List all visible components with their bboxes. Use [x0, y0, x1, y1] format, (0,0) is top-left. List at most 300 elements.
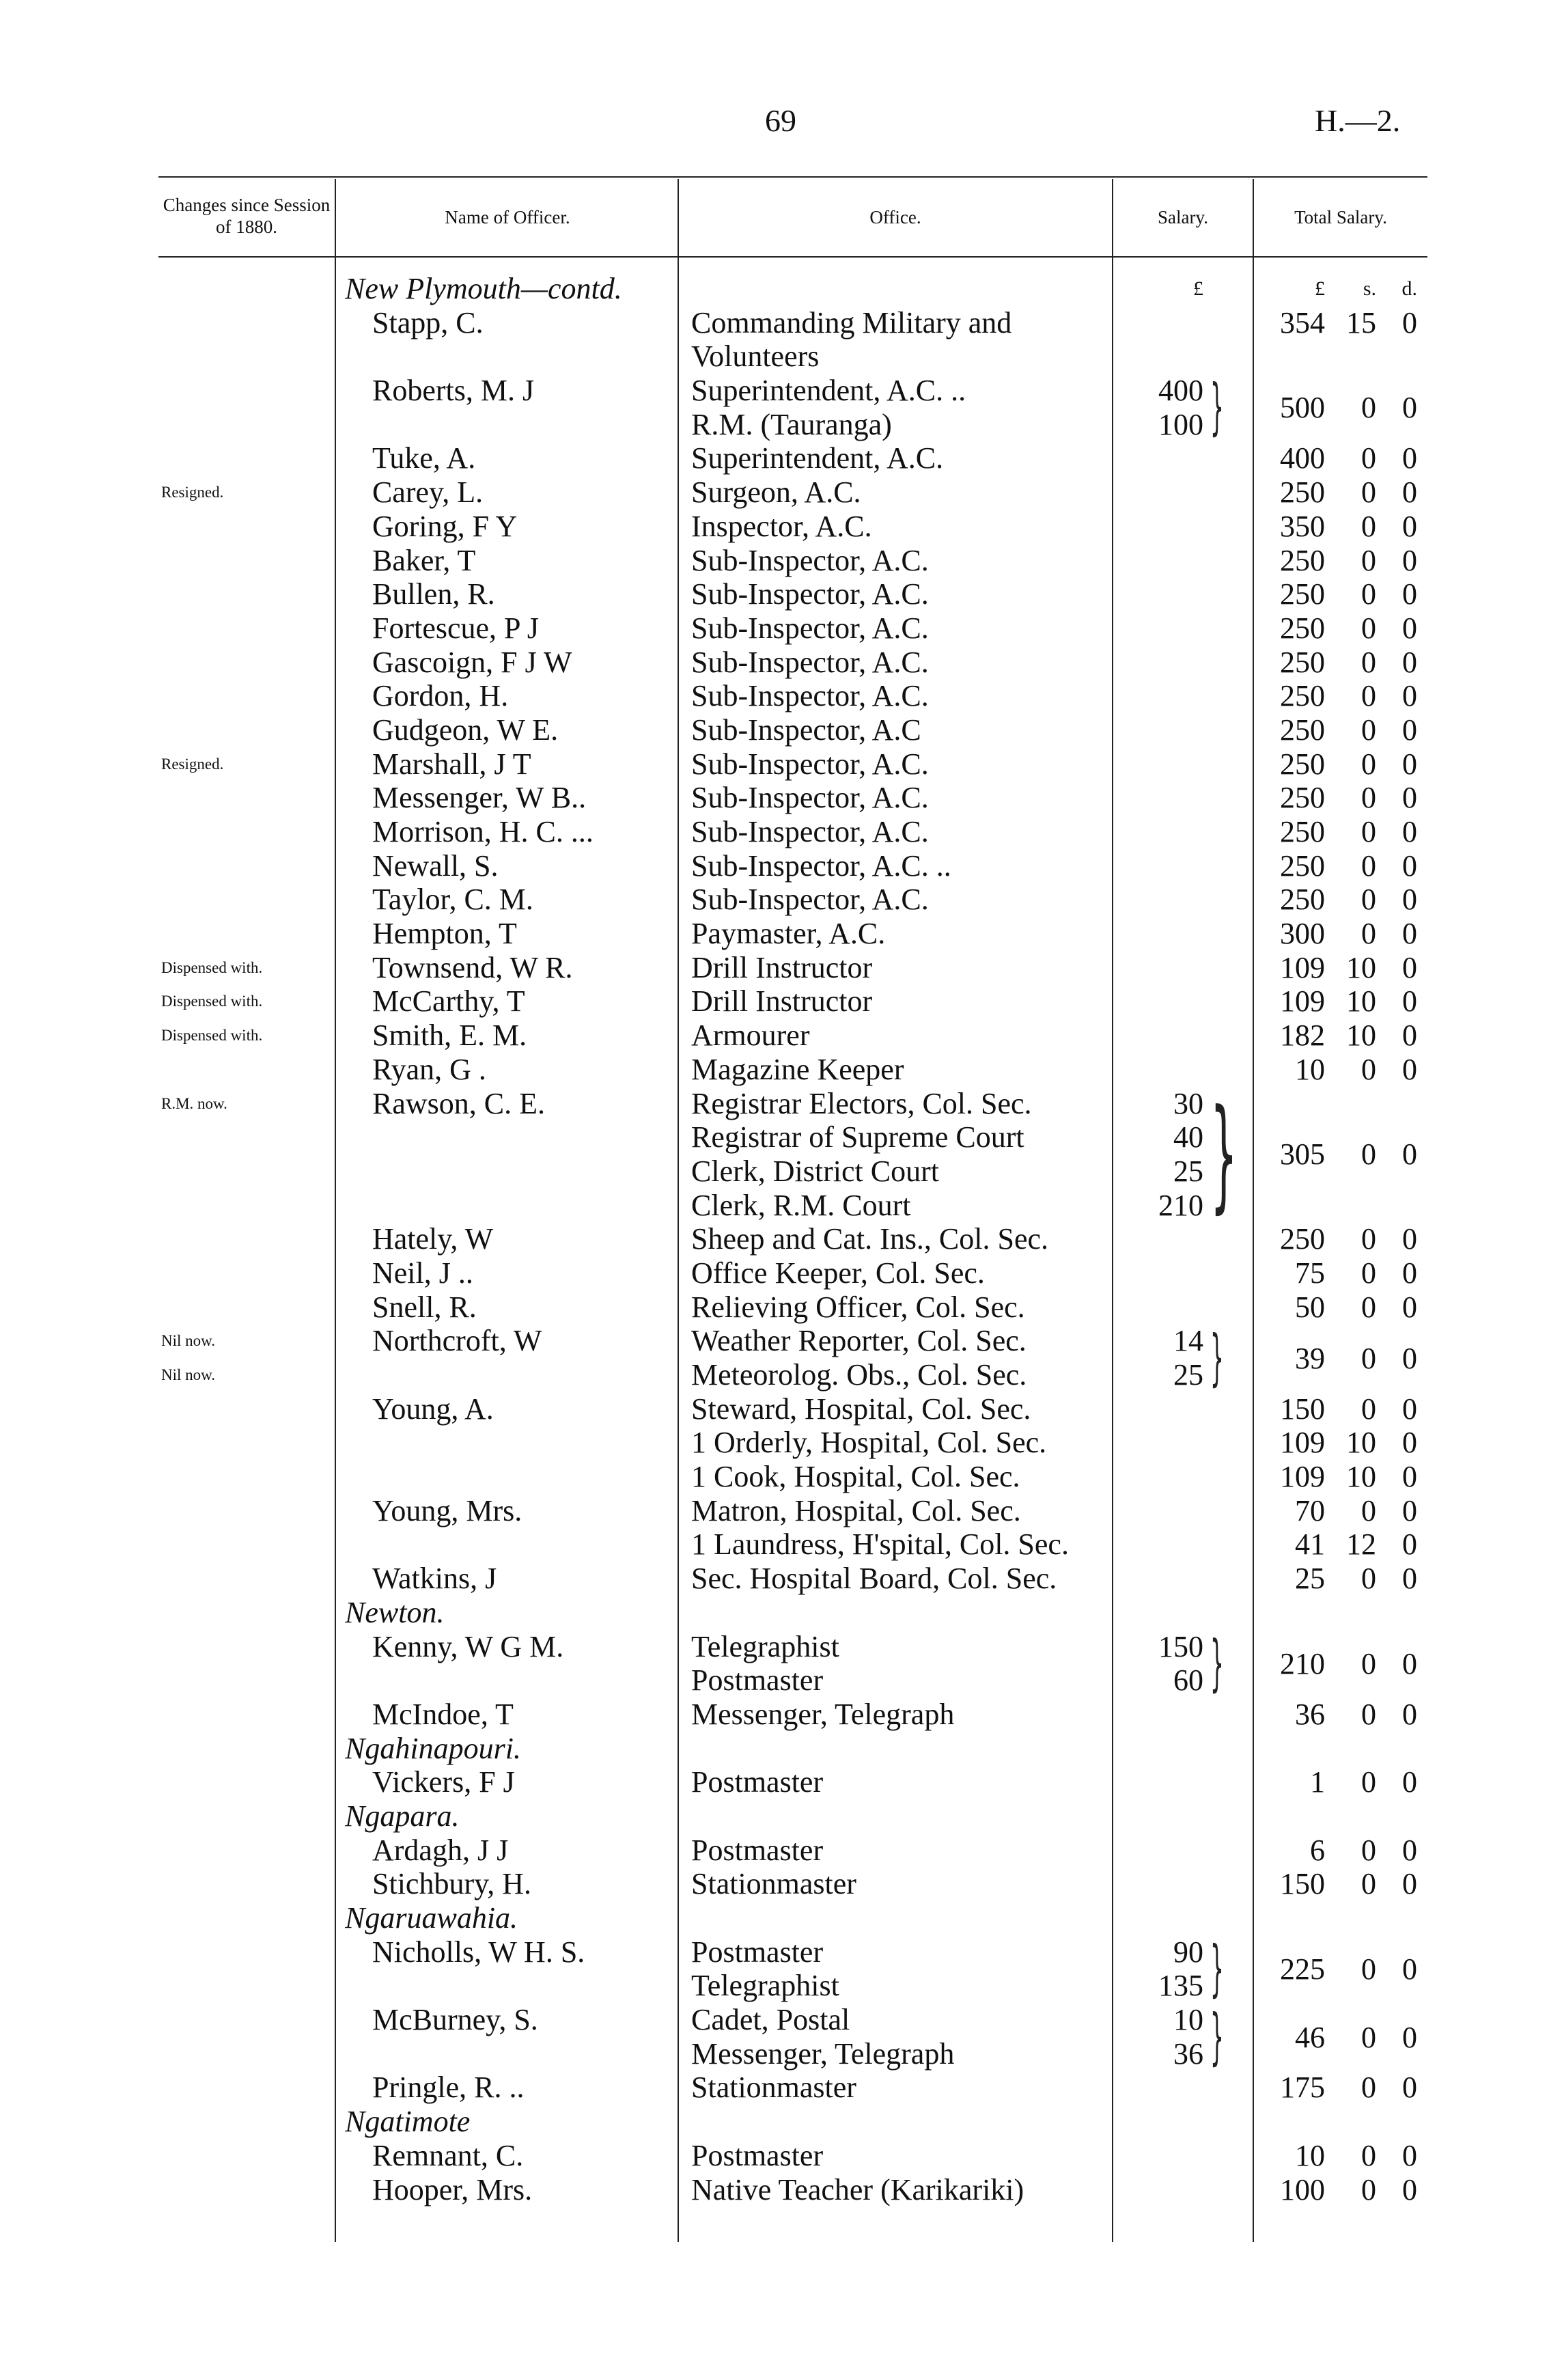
total-pounds: 109: [1280, 984, 1325, 1019]
total-pounds: 109: [1280, 1426, 1325, 1460]
grouped-total: [0, 374, 1549, 441]
total-pence: 0: [1402, 1493, 1417, 1527]
total-shillings: 10: [1346, 984, 1376, 1019]
total-pence: 0: [1402, 1765, 1417, 1799]
office-cell: Sub-Inspector, A.C.: [691, 679, 929, 713]
table-row: [0, 1562, 1549, 1596]
office-cell: Commanding Military and: [691, 305, 1012, 340]
change-note: R.M. now.: [161, 1094, 227, 1112]
total-pence: 0: [1402, 712, 1417, 747]
total-pence: 0: [1402, 391, 1417, 425]
office-cell: Sub-Inspector, A.C.: [691, 781, 929, 815]
office-cell: Postmaster: [691, 1663, 824, 1698]
table-row: [0, 747, 1549, 781]
table-row: [0, 1527, 1549, 1562]
total-pounds: 70: [1295, 1493, 1325, 1527]
table-row: [0, 1426, 1549, 1460]
total-shillings: 15: [1346, 305, 1376, 340]
table-row: [0, 849, 1549, 883]
salary-cell: 210: [1158, 1188, 1203, 1222]
salary-cell: 25: [1173, 1154, 1203, 1188]
officer-name: Young, Mrs.: [372, 1493, 522, 1527]
place-heading: Ngapara.: [345, 1799, 460, 1833]
salary-cell: 100: [1158, 407, 1203, 441]
total-shillings: 0: [1361, 1765, 1376, 1799]
officer-name: Morrison, H. C. ...: [372, 815, 594, 848]
total-pence: 0: [1402, 577, 1417, 611]
table-row: [0, 1698, 1549, 1732]
table-row: [0, 2173, 1549, 2207]
salary-cell: 60: [1173, 1663, 1203, 1698]
officer-name: Carey, L.: [372, 475, 484, 510]
officer-name: Remnant, C.: [372, 2138, 524, 2172]
total-pence: 0: [1402, 1222, 1417, 1256]
total-pence: 0: [1402, 781, 1417, 815]
total-shillings: 0: [1361, 747, 1376, 781]
total-pence: 0: [1402, 1867, 1417, 1901]
page-number: 69: [765, 103, 796, 138]
office-cell: 1 Orderly, Hospital, Col. Sec.: [691, 1426, 1047, 1460]
total-pence: 0: [1402, 2138, 1417, 2172]
table-row: [0, 1867, 1549, 1901]
table-row: [0, 951, 1549, 985]
office-cell: Telegraphist: [691, 1969, 839, 2003]
total-pounds: 182: [1280, 1019, 1325, 1053]
office-cell: Messenger, Telegraph: [691, 1697, 955, 1731]
table-row: [0, 2139, 1549, 2173]
table-row: [0, 544, 1549, 578]
total-pence: 0: [1402, 2172, 1417, 2206]
office-cell: Sub-Inspector, A.C. ..: [691, 848, 951, 883]
header-top-rule: [158, 176, 1427, 178]
officer-name: Young, A.: [372, 1392, 494, 1426]
change-note: Dispensed with.: [161, 1027, 263, 1044]
office-cell: Surgeon, A.C.: [691, 475, 861, 510]
total-pence: 0: [1402, 1527, 1417, 1562]
office-cell: Volunteers: [691, 340, 820, 374]
total-pence: 0: [1402, 1290, 1417, 1324]
officer-name: Roberts, M. J: [372, 374, 535, 408]
brace-icon: }: [1210, 1628, 1224, 1699]
total-shillings: 0: [1361, 1833, 1376, 1867]
total-pence: 0: [1402, 2071, 1417, 2105]
total-pounds: 250: [1280, 815, 1325, 848]
total-pence: 0: [1402, 679, 1417, 713]
place-heading-row: [0, 272, 1549, 306]
office-cell: Steward, Hospital, Col. Sec.: [691, 1392, 1031, 1426]
total-pence: 0: [1402, 1137, 1417, 1171]
total-pounds: 109: [1280, 1460, 1325, 1494]
total-shillings: 0: [1361, 2020, 1376, 2054]
salary-cell: 135: [1158, 1969, 1203, 2003]
officer-name: Ryan, G .: [372, 1052, 486, 1086]
total-shillings: 10: [1346, 950, 1376, 984]
total-pence: 0: [1402, 815, 1417, 848]
office-cell: Clerk, R.M. Court: [691, 1188, 911, 1222]
officer-name: Tuke, A.: [372, 441, 476, 475]
officer-name: Townsend, W R.: [372, 950, 573, 984]
total-pounds: 10: [1295, 2138, 1325, 2172]
grouped-total: [0, 1935, 1549, 2003]
total-pence: 0: [1402, 1052, 1417, 1086]
office-cell: Stationmaster: [691, 1867, 856, 1901]
total-pence: 0: [1402, 1392, 1417, 1426]
officer-name: Hooper, Mrs.: [372, 2172, 533, 2206]
office-cell: Sheep and Cat. Ins., Col. Sec.: [691, 1222, 1049, 1256]
officer-name: Baker, T: [372, 543, 476, 577]
officer-name: Gudgeon, W E.: [372, 712, 559, 747]
total-pence: 0: [1402, 1647, 1417, 1680]
column-header-salary: Salary.: [1158, 207, 1208, 227]
change-note: Dispensed with.: [161, 958, 263, 976]
office-cell: Postmaster: [691, 1935, 824, 1969]
salary-cell: 14: [1173, 1324, 1203, 1358]
office-cell: Sub-Inspector, A.C.: [691, 747, 929, 781]
total-shillings: 0: [1361, 848, 1376, 883]
total-shillings: 0: [1361, 1222, 1376, 1256]
total-pence: 0: [1402, 611, 1417, 645]
brace-icon: }: [1210, 2001, 1224, 2073]
place-heading-row: [0, 1732, 1549, 1766]
grouped-total: [0, 1322, 1549, 1394]
total-pence: 0: [1402, 950, 1417, 984]
office-cell: Matron, Hospital, Col. Sec.: [691, 1493, 1021, 1527]
officer-name: Neil, J ..: [372, 1256, 473, 1290]
place-heading-row: [0, 2105, 1549, 2139]
total-pounds: 175: [1280, 2071, 1325, 2105]
total-shillings: 0: [1361, 1256, 1376, 1290]
total-pence: 0: [1402, 984, 1417, 1019]
total-pounds: 250: [1280, 781, 1325, 815]
total-shillings: 0: [1361, 2172, 1376, 2206]
total-pounds: 225: [1280, 1952, 1325, 1987]
grouped-total: [0, 1083, 1549, 1226]
office-cell: Clerk, District Court: [691, 1154, 939, 1188]
officer-name: Snell, R.: [372, 1290, 477, 1324]
office-cell: Messenger, Telegraph: [691, 2036, 955, 2071]
office-cell: Sub-Inspector, A.C.: [691, 577, 929, 611]
officer-name: Fortescue, P J: [372, 611, 540, 645]
total-shillings: 0: [1361, 1290, 1376, 1324]
header-bottom-rule: [158, 256, 1427, 258]
office-cell: Magazine Keeper: [691, 1052, 904, 1086]
total-pounds: 46: [1295, 2020, 1325, 2054]
office-cell: 1 Laundress, H'spital, Col. Sec.: [691, 1527, 1069, 1562]
table-row: [0, 2071, 1549, 2105]
total-pounds: 109: [1280, 950, 1325, 984]
office-cell: Paymaster, A.C.: [691, 917, 886, 951]
total-pence: 0: [1402, 1460, 1417, 1494]
column-header-name: Name of Officer.: [445, 207, 570, 227]
table-row: [0, 611, 1549, 646]
total-pence: 0: [1402, 1426, 1417, 1460]
total-pounds: 150: [1280, 1392, 1325, 1426]
place-heading: Ngahinapouri.: [345, 1731, 521, 1765]
office-cell: Relieving Officer, Col. Sec.: [691, 1290, 1025, 1324]
brace-icon: }: [1210, 372, 1224, 443]
officer-name: Watkins, J: [372, 1562, 497, 1596]
total-pounds: 250: [1280, 848, 1325, 883]
total-pounds: 210: [1280, 1647, 1325, 1680]
total-shillings: 0: [1361, 509, 1376, 543]
total-pounds: 75: [1295, 1256, 1325, 1290]
office-cell: Office Keeper, Col. Sec.: [691, 1256, 985, 1290]
table-row: [0, 883, 1549, 917]
table-row: [0, 306, 1549, 340]
table-row: [0, 475, 1549, 510]
total-pence: 0: [1402, 1952, 1417, 1987]
total-pence: 0: [1402, 305, 1417, 340]
total-pence: 0: [1402, 645, 1417, 679]
total-pence: 0: [1402, 747, 1417, 781]
officer-name: Gascoign, F J W: [372, 645, 572, 679]
total-shillings: 0: [1361, 1137, 1376, 1171]
office-cell: Meteorolog. Obs., Col. Sec.: [691, 1358, 1027, 1392]
total-shillings: 0: [1361, 917, 1376, 951]
table-row: [0, 917, 1549, 951]
total-pounds: 250: [1280, 883, 1325, 917]
salary-cell: 90: [1173, 1935, 1203, 1969]
total-shillings: 0: [1361, 712, 1376, 747]
table-row: [0, 1392, 1549, 1426]
officer-name: Nicholls, W H. S.: [372, 1935, 585, 1969]
column-header-office: Office.: [869, 207, 921, 227]
total-pounds: 250: [1280, 1222, 1325, 1256]
table-row: [0, 340, 1549, 374]
office-cell: Sub-Inspector, A.C: [691, 712, 921, 747]
salary-cell: 25: [1173, 1358, 1203, 1392]
total-pounds: 400: [1280, 441, 1325, 475]
total-shillings: 10: [1346, 1460, 1376, 1494]
document-code: H.—2.: [1315, 103, 1401, 138]
total-pounds: 250: [1280, 611, 1325, 645]
officer-name: Messenger, W B..: [372, 781, 587, 815]
total-pounds: 25: [1295, 1562, 1325, 1596]
place-heading-row: [0, 1596, 1549, 1630]
office-cell: Drill Instructor: [691, 950, 873, 984]
total-shillings: 0: [1361, 1052, 1376, 1086]
total-pence: 0: [1402, 475, 1417, 510]
total-shillings: 0: [1361, 1867, 1376, 1901]
office-cell: Registrar Electors, Col. Sec.: [691, 1086, 1032, 1120]
place-heading: New Plymouth—contd.: [345, 272, 622, 305]
office-cell: Telegraphist: [691, 1629, 839, 1663]
office-cell: Sub-Inspector, A.C.: [691, 815, 929, 848]
total-pence: 0: [1402, 441, 1417, 475]
place-heading: Ngatimote: [345, 2105, 471, 2139]
officer-name: Northcroft, W: [372, 1324, 542, 1358]
office-cell: Registrar of Supreme Court: [691, 1120, 1024, 1154]
officer-name: Vickers, F J: [372, 1765, 515, 1799]
total-pence: 0: [1402, 1256, 1417, 1290]
total-shillings: 0: [1361, 645, 1376, 679]
pence-unit: d.: [1401, 277, 1417, 300]
total-shillings: 0: [1361, 475, 1376, 510]
total-pounds: 6: [1310, 1833, 1325, 1867]
officer-name: McIndoe, T: [372, 1697, 514, 1731]
table-row: [0, 1290, 1549, 1325]
office-cell: Postmaster: [691, 1833, 824, 1867]
place-heading: Newton.: [345, 1595, 445, 1629]
officer-name: Ardagh, J J: [372, 1833, 509, 1867]
office-cell: Inspector, A.C.: [691, 509, 872, 543]
officer-name: Gordon, H.: [372, 679, 509, 713]
office-cell: Postmaster: [691, 1765, 824, 1799]
salary-cell: 36: [1173, 2036, 1203, 2071]
total-pounds: 500: [1280, 391, 1325, 425]
table-row: [0, 713, 1549, 747]
place-heading-row: [0, 1901, 1549, 1935]
officer-name: Newall, S.: [372, 848, 499, 883]
table-row: [0, 1765, 1549, 1799]
total-shillings: 0: [1361, 577, 1376, 611]
office-cell: Sub-Inspector, A.C.: [691, 645, 929, 679]
officer-name: Taylor, C. M.: [372, 883, 533, 917]
total-shillings: 10: [1346, 1426, 1376, 1460]
total-pounds: 100: [1280, 2172, 1325, 2206]
total-shillings: 0: [1361, 883, 1376, 917]
total-pounds: 250: [1280, 475, 1325, 510]
total-shillings: 0: [1361, 679, 1376, 713]
officer-table: [0, 272, 1549, 2206]
total-shillings: 0: [1361, 1697, 1376, 1731]
total-shillings: 0: [1361, 441, 1376, 475]
office-cell: Stationmaster: [691, 2071, 856, 2105]
total-pounds: 41: [1295, 1527, 1325, 1562]
officer-name: Smith, E. M.: [372, 1019, 527, 1053]
salary-unit: £: [1193, 277, 1203, 300]
total-pence: 0: [1402, 917, 1417, 951]
officer-name: Marshall, J T: [372, 747, 531, 781]
officer-name: Bullen, R.: [372, 577, 495, 611]
total-pounds: 150: [1280, 1867, 1325, 1901]
table-row: [0, 815, 1549, 849]
brace-icon: }: [1210, 1933, 1224, 2005]
total-pence: 0: [1402, 543, 1417, 577]
total-pence: 0: [1402, 509, 1417, 543]
table-row: [0, 1494, 1549, 1528]
total-pounds: 39: [1295, 1341, 1325, 1375]
total-pounds: 305: [1280, 1137, 1325, 1171]
table-row: [0, 1460, 1549, 1494]
total-pence: 0: [1402, 1019, 1417, 1053]
total-pence: 0: [1402, 1562, 1417, 1596]
change-note: Nil now.: [161, 1366, 216, 1383]
grouped-total: [0, 2001, 1549, 2073]
total-pounds: 250: [1280, 679, 1325, 713]
change-note: Nil now.: [161, 1332, 216, 1350]
salary-cell: 400: [1158, 374, 1203, 408]
total-pence: 0: [1402, 883, 1417, 917]
table-row: [0, 781, 1549, 815]
total-shillings: 0: [1361, 2071, 1376, 2105]
total-pence: 0: [1402, 1833, 1417, 1867]
total-pounds: 10: [1295, 1052, 1325, 1086]
table-row: [0, 984, 1549, 1019]
officer-name: Rawson, C. E.: [372, 1086, 545, 1120]
officer-name: McBurney, S.: [372, 2003, 538, 2037]
table-row: [0, 1834, 1549, 1868]
total-pounds: 354: [1280, 305, 1325, 340]
total-shillings: 0: [1361, 1647, 1376, 1680]
total-pounds: 36: [1295, 1697, 1325, 1731]
total-shillings: 10: [1346, 1019, 1376, 1053]
officer-name: McCarthy, T: [372, 984, 525, 1019]
officer-name: Hately, W: [372, 1222, 494, 1256]
total-shillings: 0: [1361, 1341, 1376, 1375]
office-cell: R.M. (Tauranga): [691, 407, 892, 441]
total-shillings: 0: [1361, 391, 1376, 425]
office-cell: Superintendent, A.C. ..: [691, 374, 966, 408]
grouped-total: [0, 1630, 1549, 1698]
total-pounds: 1: [1310, 1765, 1325, 1799]
table-row: [0, 1256, 1549, 1290]
total-pounds: 250: [1280, 543, 1325, 577]
total-pence: 0: [1402, 2020, 1417, 2054]
total-pounds: 250: [1280, 577, 1325, 611]
total-pence: 0: [1402, 1697, 1417, 1731]
total-shillings: 0: [1361, 1952, 1376, 1987]
officer-name: Pringle, R. ..: [372, 2071, 525, 2105]
total-pounds: 50: [1295, 1290, 1325, 1324]
brace-icon: }: [1210, 1083, 1238, 1226]
table-row: [0, 577, 1549, 611]
officer-name: Stapp, C.: [372, 305, 484, 340]
office-cell: Weather Reporter, Col. Sec.: [691, 1324, 1027, 1358]
officer-name: Goring, F Y: [372, 509, 518, 543]
office-cell: Sub-Inspector, A.C.: [691, 543, 929, 577]
table-row: [0, 679, 1549, 713]
change-note: Resigned.: [161, 755, 224, 773]
office-cell: Sub-Inspector, A.C.: [691, 883, 929, 917]
officer-name: Hempton, T: [372, 917, 517, 951]
shillings-unit: s.: [1363, 277, 1376, 300]
change-note: Dispensed with.: [161, 993, 263, 1010]
salary-cell: 30: [1173, 1086, 1203, 1120]
total-pence: 0: [1402, 848, 1417, 883]
total-pounds: 350: [1280, 509, 1325, 543]
office-cell: Superintendent, A.C.: [691, 441, 944, 475]
office-cell: Cadet, Postal: [691, 2003, 850, 2037]
total-shillings: 0: [1361, 1493, 1376, 1527]
total-shillings: 0: [1361, 2138, 1376, 2172]
column-header-changes: Changes since Session of 1880.: [163, 195, 331, 237]
table-row: [0, 1019, 1549, 1053]
total-pounds: 300: [1280, 917, 1325, 951]
office-cell: Sub-Inspector, A.C.: [691, 611, 929, 645]
column-header-total: Total Salary.: [1294, 207, 1387, 227]
officer-name: Kenny, W G M.: [372, 1629, 564, 1663]
change-note: Resigned.: [161, 484, 224, 501]
total-pounds: 250: [1280, 712, 1325, 747]
office-cell: Drill Instructor: [691, 984, 873, 1019]
salary-cell: 10: [1173, 2003, 1203, 2037]
pounds-unit: £: [1315, 277, 1325, 300]
office-cell: Sec. Hospital Board, Col. Sec.: [691, 1562, 1057, 1596]
brace-icon: }: [1210, 1322, 1224, 1394]
table-row: [0, 510, 1549, 544]
salary-cell: 40: [1173, 1120, 1203, 1154]
table-row: [0, 441, 1549, 475]
total-shillings: 12: [1346, 1527, 1376, 1562]
total-shillings: 0: [1361, 815, 1376, 848]
office-cell: Armourer: [691, 1019, 810, 1053]
total-shillings: 0: [1361, 543, 1376, 577]
total-shillings: 0: [1361, 1562, 1376, 1596]
total-pounds: 250: [1280, 645, 1325, 679]
total-shillings: 0: [1361, 611, 1376, 645]
place-heading: Ngaruawahia.: [345, 1901, 518, 1935]
